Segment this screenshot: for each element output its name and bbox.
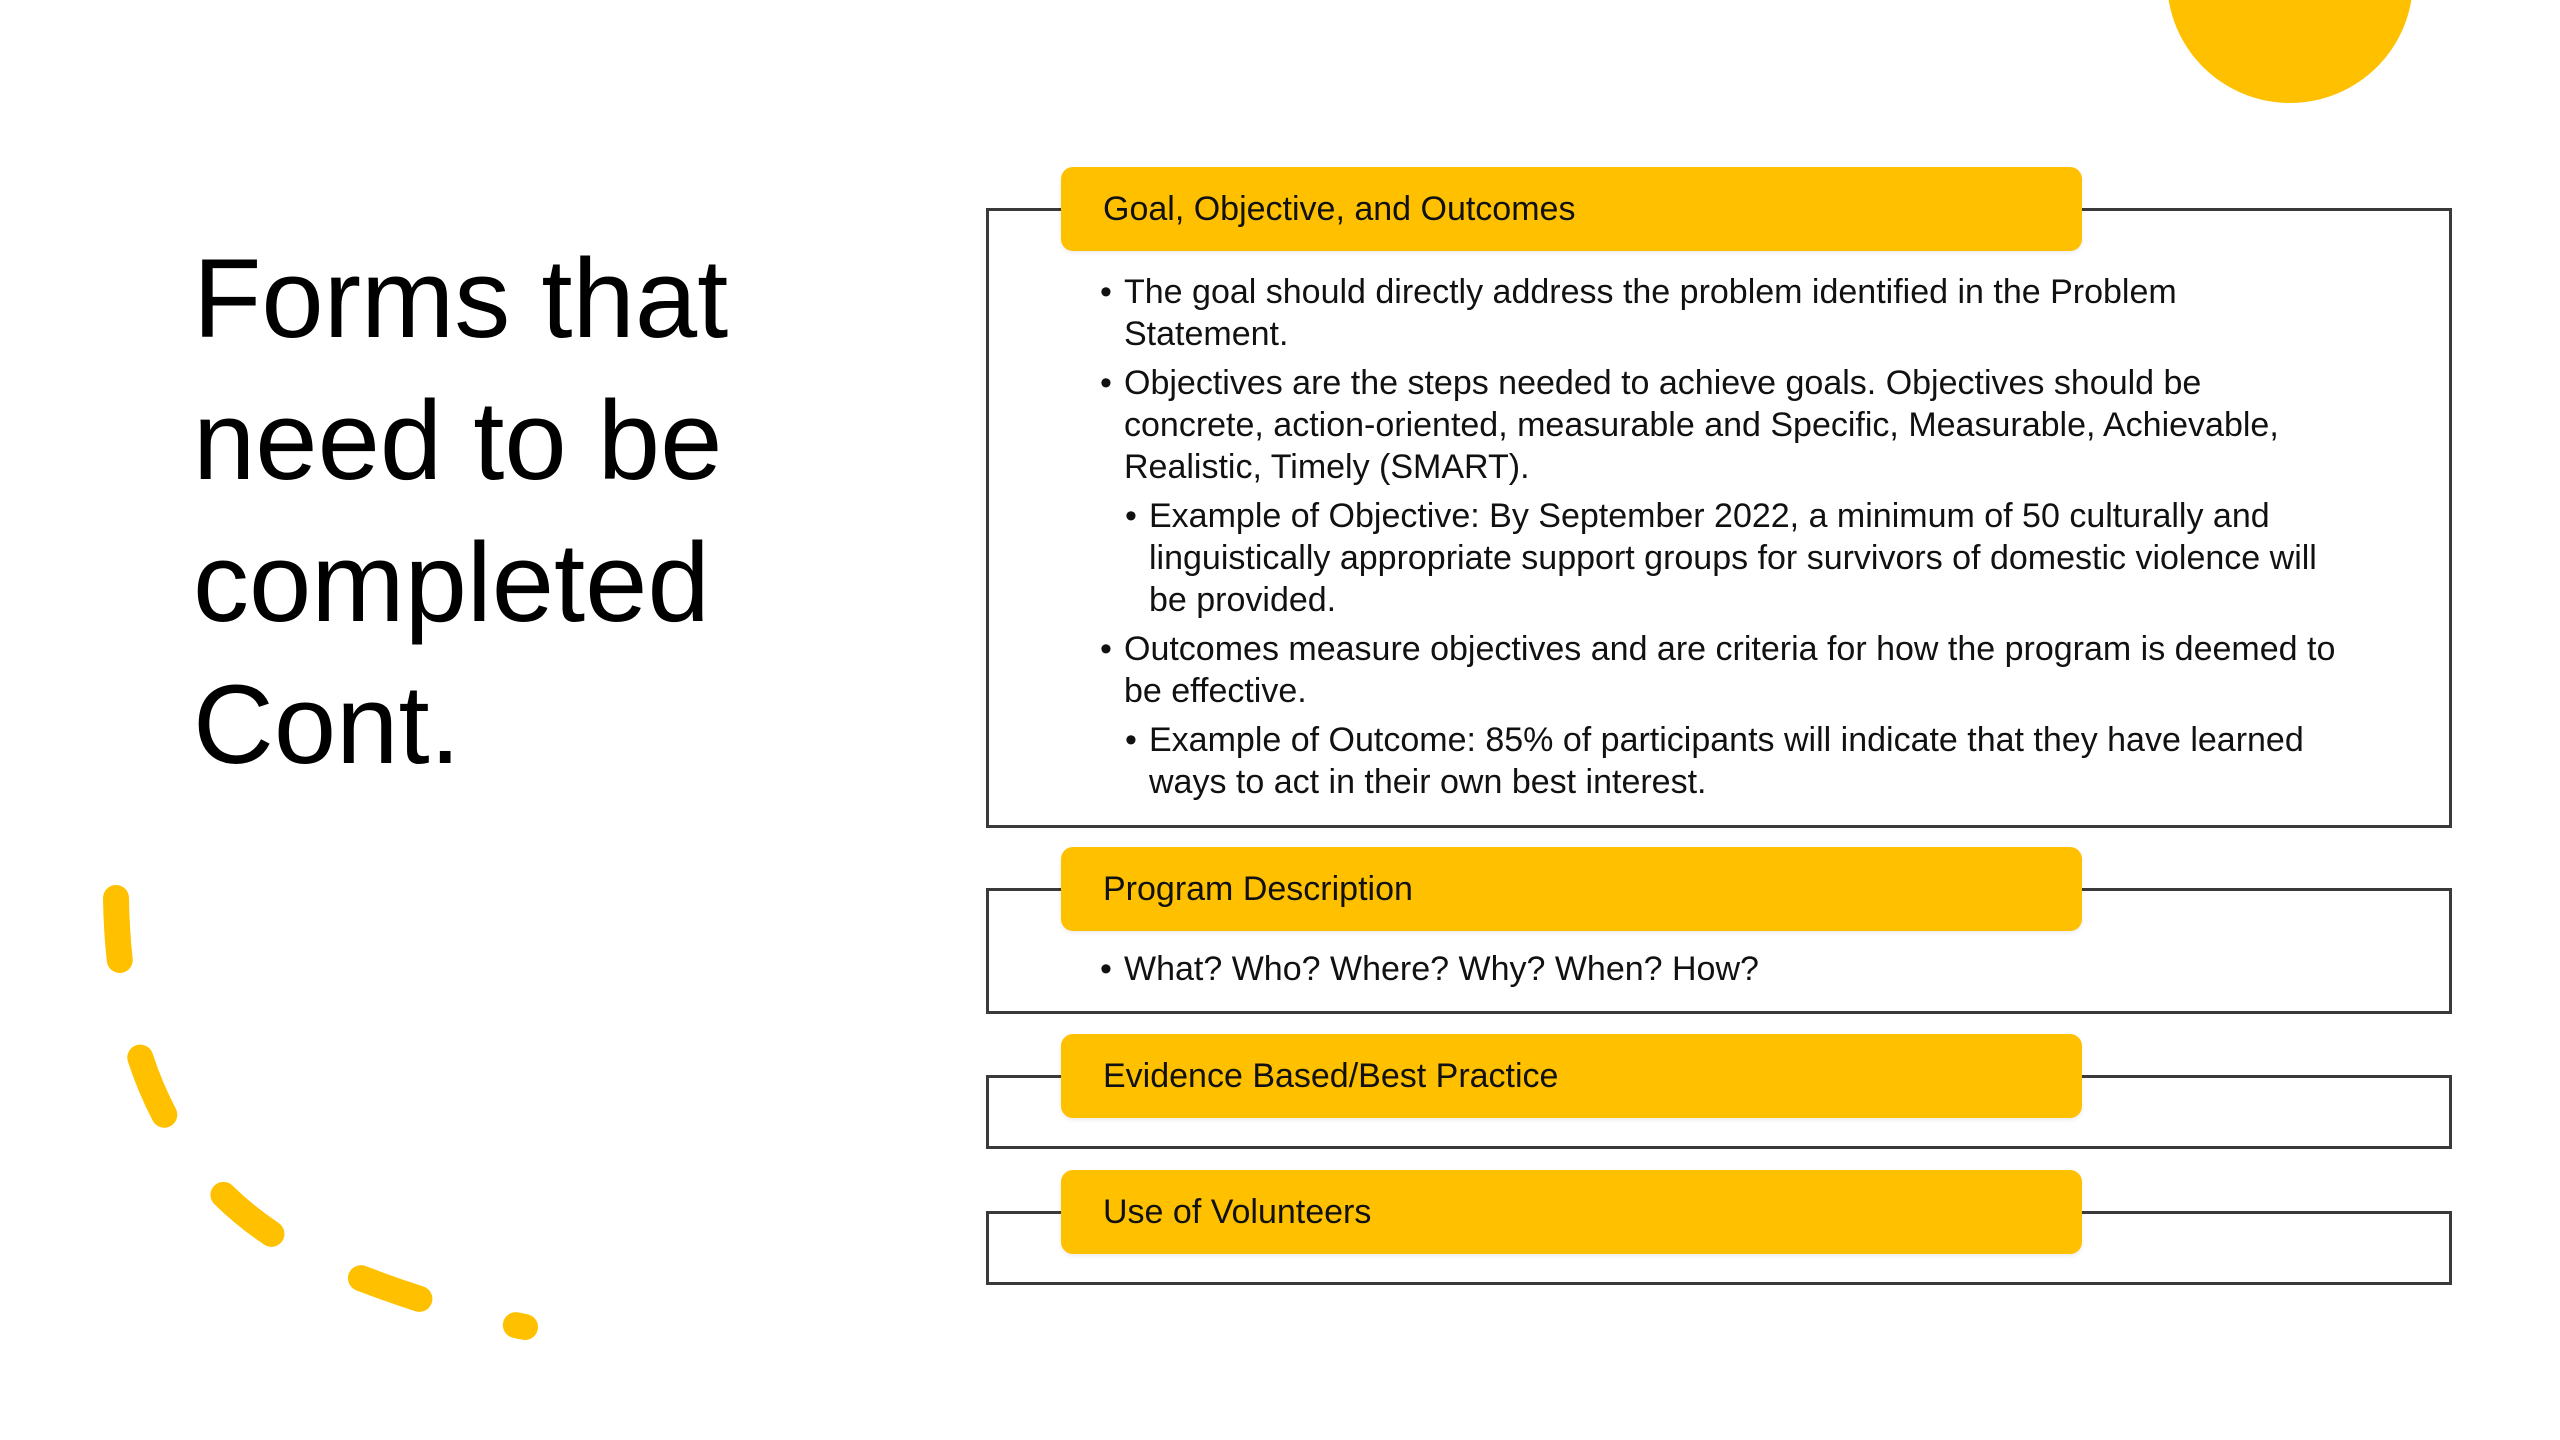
- section-header-goals: [1061, 167, 2082, 251]
- bullet-item: • Outcomes measure objectives and are criteria for how the program is deemed to be effective.: [1100, 628, 2350, 712]
- section-bullets-program-description: [1100, 948, 2350, 997]
- section-header-label: Use of Volunteers: [1103, 1192, 1372, 1231]
- dashed-accent-curve: [116, 898, 525, 1327]
- bullet-item: • What? Who? Where? Why? When? How?: [1100, 948, 2350, 990]
- section-header-label: Goal, Objective, and Outcomes: [1103, 189, 1576, 228]
- title-line: completed: [193, 520, 710, 645]
- section-bullets-goals: [1100, 271, 2350, 810]
- section-header-volunteers: [1061, 1170, 2082, 1254]
- section-header-label: Evidence Based/Best Practice: [1103, 1056, 1559, 1095]
- sub-bullet-item: • Example of Objective: By September 2022, a minimum of 50 culturally and linguistically appropriate support groups for survivors of domestic violence will be provided.: [1125, 495, 2350, 621]
- section-header-evidence: [1061, 1034, 2082, 1118]
- section-header-program-description: [1061, 847, 2082, 931]
- slide-title: [193, 228, 813, 796]
- bullet-item: • Objectives are the steps needed to achieve goals. Objectives should be concrete, action-oriented, measurable and Specific, Measurable, Achievable, Realistic, Timely (SMART).: [1100, 362, 2350, 488]
- sub-bullet-item: • Example of Outcome: 85% of participants will indicate that they have learned ways to act in their own best interest.: [1125, 719, 2350, 803]
- title-line: Cont.: [193, 662, 461, 787]
- title-line: Forms that: [193, 236, 729, 361]
- accent-circle: [2167, 0, 2413, 103]
- title-line: need to be: [193, 378, 723, 503]
- section-header-label: Program Description: [1103, 869, 1413, 908]
- bullet-item: • The goal should directly address the problem identified in the Problem Statement.: [1100, 271, 2350, 355]
